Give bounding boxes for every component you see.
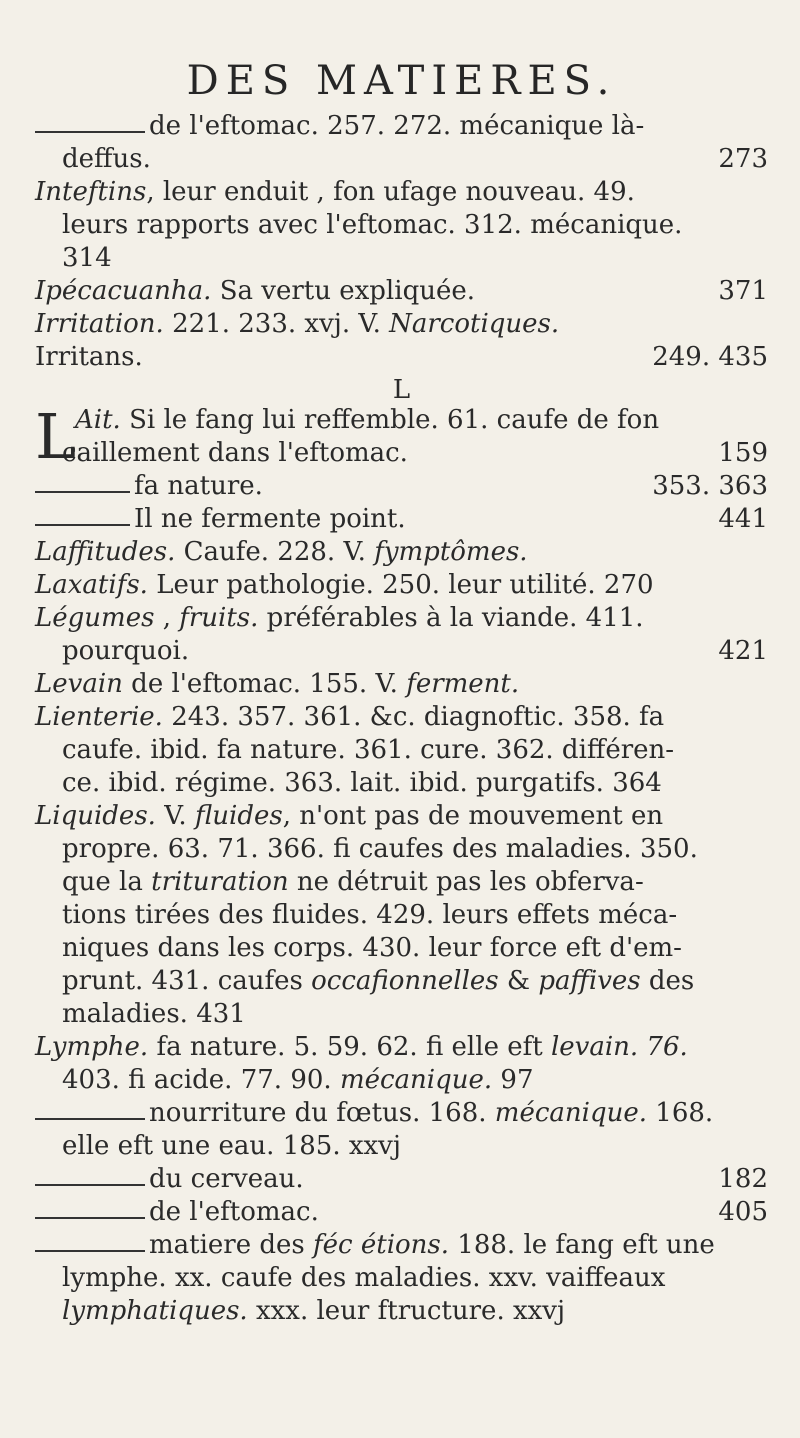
entry-heading: Inteftins — [35, 177, 147, 207]
entry-body: leurs rapports avec l'eftomac. 312. mécanique. — [62, 210, 683, 240]
repeat-dash — [35, 1118, 145, 1120]
entry-body: fa nature. — [134, 471, 263, 501]
index-entry-line — [35, 536, 768, 569]
index-entry-line — [35, 833, 768, 866]
index-entry-line — [35, 1031, 768, 1064]
entry-text — [35, 176, 635, 209]
index-entry-line — [35, 275, 768, 308]
entry-text — [149, 1229, 715, 1262]
entry-body: 403. fi acide. 77. 90. — [62, 1065, 340, 1095]
entry-text — [62, 932, 682, 965]
index-entry-line — [35, 308, 768, 341]
index-entry-line — [35, 899, 768, 932]
page-ref: 273 — [718, 144, 768, 174]
page-ref: 405 — [718, 1197, 768, 1227]
entry-body: niques dans les corps. 430. leur force eft d'em- — [62, 933, 682, 963]
page-ref: 249. 435 — [652, 342, 768, 372]
entry-body: des — [640, 966, 695, 996]
index-entry-line — [35, 1163, 768, 1196]
entry-italic: mécanique. — [339, 1065, 493, 1095]
entry-body: lymphe. xx. caufe des maladies. xxv. vaiffeaux — [62, 1263, 666, 1293]
entry-body: Caufe. 228. V. — [175, 537, 375, 567]
entry-heading: Légumes — [35, 603, 155, 633]
entry-heading: Ipécacuanha. — [35, 276, 212, 306]
entry-body: 168. — [647, 1098, 714, 1128]
entry-body: , — [154, 603, 180, 633]
entry-body: Leur pathologie. 250. leur utilité. 270 — [147, 570, 654, 600]
entry-text — [35, 275, 475, 308]
entry-text — [62, 242, 112, 275]
entry-body: , n'ont pas de mouvement en — [282, 801, 664, 831]
entry-italic: féc étions. — [313, 1230, 450, 1260]
page-ref: 182 — [718, 1164, 768, 1194]
index-entry-line — [35, 767, 768, 800]
index-entry-line — [35, 242, 768, 275]
index-entry-line — [35, 209, 768, 242]
entry-body: Sa vertu expliquée. — [211, 276, 475, 306]
entry-text — [134, 503, 406, 536]
entry-italic: paffives — [538, 966, 641, 996]
entry-body: & — [498, 966, 539, 996]
index-entry-line — [35, 998, 768, 1031]
entry-text — [35, 536, 528, 569]
entry-body: ne détruit pas les obferva- — [288, 867, 644, 897]
entry-body: de l'eftomac. 155. V. — [122, 669, 407, 699]
entry-italic: fluides — [194, 801, 283, 831]
index-entry-line — [35, 503, 768, 536]
entry-body: caufe. ibid. fa nature. 361. cure. 362. différen- — [62, 735, 675, 765]
entry-text — [62, 143, 151, 176]
repeat-dash — [35, 131, 145, 133]
index-entry-line — [35, 932, 768, 965]
entry-text — [149, 1163, 304, 1196]
entry-text — [134, 470, 263, 503]
index-entry-line — [35, 734, 768, 767]
entry-italic: ferment. — [406, 669, 520, 699]
index-entry-line — [35, 1262, 768, 1295]
index-entry-line — [35, 437, 768, 470]
entry-heading: Lienterie. — [35, 702, 163, 732]
entry-text — [62, 833, 698, 866]
entry-heading: Levain — [35, 669, 123, 699]
entry-text — [35, 1031, 688, 1064]
entry-body: Il ne fermente point. — [134, 504, 406, 534]
index-entry-line — [35, 176, 768, 209]
entry-heading: Lymphe. — [35, 1032, 149, 1062]
entry-text — [75, 404, 659, 437]
entry-italic: trituration — [151, 867, 289, 897]
index-entry-line — [35, 602, 768, 635]
repeat-dash — [35, 1250, 145, 1252]
entry-text — [149, 1196, 319, 1229]
index-entry-line — [35, 1229, 768, 1262]
index-entry-line — [35, 470, 768, 503]
repeat-dash — [35, 1184, 145, 1186]
entries-i — [35, 110, 768, 374]
page-ref: 421 — [718, 636, 768, 666]
entry-italic: occafionnelles — [311, 966, 499, 996]
entry-body: prunt. 431. caufes — [62, 966, 312, 996]
entry-body: 97 — [492, 1065, 534, 1095]
entry-text — [62, 437, 408, 470]
entry-body: Si le fang lui reffemble. 61. caufe de fon — [120, 405, 660, 435]
entry-body: propre. 63. 71. 366. fi caufes des maladies. 350. — [62, 834, 698, 864]
entry-italic: fruits. — [179, 603, 259, 633]
entry-body: préférables à la viande. 411. — [258, 603, 644, 633]
index-entry-line — [35, 965, 768, 998]
entry-text — [62, 866, 644, 899]
entry-text — [62, 209, 682, 242]
entry-body: deffus. — [62, 144, 151, 174]
index-entry-line — [35, 1130, 768, 1163]
entry-text — [62, 998, 246, 1031]
entry-text — [62, 1130, 401, 1163]
entry-body: 188. le fang eft une — [449, 1230, 715, 1260]
entry-body: 314 — [62, 243, 112, 273]
index-entry-line — [35, 668, 768, 701]
entry-italic: lymphatiques. — [62, 1296, 248, 1326]
entry-body: caillement dans l'eftomac. — [62, 438, 408, 468]
entry-body: 243. 357. 361. &c. diagnoftic. 358. fa — [162, 702, 665, 732]
entry-italic: Narcotiques. — [389, 309, 560, 339]
repeat-dash — [35, 524, 130, 526]
entry-body: matiere des — [149, 1230, 314, 1260]
entry-text — [62, 767, 662, 800]
repeat-dash — [35, 1217, 145, 1219]
entry-text — [35, 602, 644, 635]
index-entry-line — [35, 635, 768, 668]
entry-italic: mécanique. — [494, 1098, 648, 1128]
page-ref: 371 — [718, 276, 768, 306]
entries-l — [35, 400, 768, 1328]
entry-body: V. — [155, 801, 195, 831]
index-entry-line — [35, 701, 768, 734]
page-ref: 441 — [718, 504, 768, 534]
entry-text — [35, 701, 664, 734]
entry-body: maladies. 431 — [62, 999, 246, 1029]
entry-italic: fymptômes. — [374, 537, 528, 567]
index-entry-line — [35, 143, 768, 176]
entry-heading: Irritation. — [35, 309, 164, 339]
index-entry-line — [35, 800, 768, 833]
entry-text — [62, 1262, 665, 1295]
index-entry-line — [35, 569, 768, 602]
index-entry-line — [35, 1097, 768, 1130]
entry-heading: Liquides. — [35, 801, 156, 831]
entry-body: pourquoi. — [62, 636, 190, 666]
entry-italic: levain. 76. — [550, 1032, 688, 1062]
entry-body: de l'eftomac. 257. 272. mécanique là- — [149, 111, 645, 141]
index-entry-line — [35, 866, 768, 899]
section-letter: L — [392, 375, 411, 405]
entry-text — [35, 341, 143, 374]
index-entry-line — [35, 110, 768, 143]
entry-body: Irritans. — [35, 342, 143, 372]
entry-text — [35, 308, 559, 341]
entry-body: de l'eftomac. — [149, 1197, 319, 1227]
page-header: DES MATIERES. — [186, 58, 617, 104]
entry-text — [62, 1295, 565, 1328]
entry-text — [62, 1064, 534, 1097]
entry-body: tions tirées des fluides. 429. leurs effets méca- — [62, 900, 678, 930]
index-entry-line — [35, 1196, 768, 1229]
entry-heading: Laxatifs. — [35, 570, 148, 600]
page-ref: 353. 363 — [652, 471, 768, 501]
index-entry-line — [35, 1064, 768, 1097]
entry-text — [35, 800, 663, 833]
repeat-dash — [35, 491, 130, 493]
entry-text — [35, 668, 519, 701]
entry-body: fa nature. 5. 59. 62. fi elle eft — [148, 1032, 551, 1062]
index-entry-line — [35, 1295, 768, 1328]
entry-body: xxx. leur ftructure. xxvj — [247, 1296, 566, 1326]
page-ref: 159 — [718, 438, 768, 468]
entry-body: 221. 233. xvj. V. — [163, 309, 390, 339]
entry-text — [35, 569, 654, 602]
entry-body: elle eft une eau. 185. xxvj — [62, 1131, 401, 1161]
entry-body: que la — [62, 867, 152, 897]
entry-text — [149, 110, 644, 143]
entry-text — [62, 635, 189, 668]
drop-cap: L — [35, 400, 77, 473]
entry-text — [62, 734, 674, 767]
entry-heading: Laffitudes. — [35, 537, 176, 567]
entry-body: nourriture du fœtus. 168. — [149, 1098, 495, 1128]
entry-body: , leur enduit , fon ufage nouveau. 49. — [146, 177, 635, 207]
entry-body: ce. ibid. régime. 363. lait. ibid. purgatifs. 364 — [62, 768, 662, 798]
entry-body: du cerveau. — [149, 1164, 304, 1194]
index-entry-line — [35, 341, 768, 374]
entry-text — [149, 1097, 713, 1130]
entry-text — [62, 965, 694, 998]
entry-heading: Ait. — [75, 405, 121, 435]
entry-text — [62, 899, 677, 932]
